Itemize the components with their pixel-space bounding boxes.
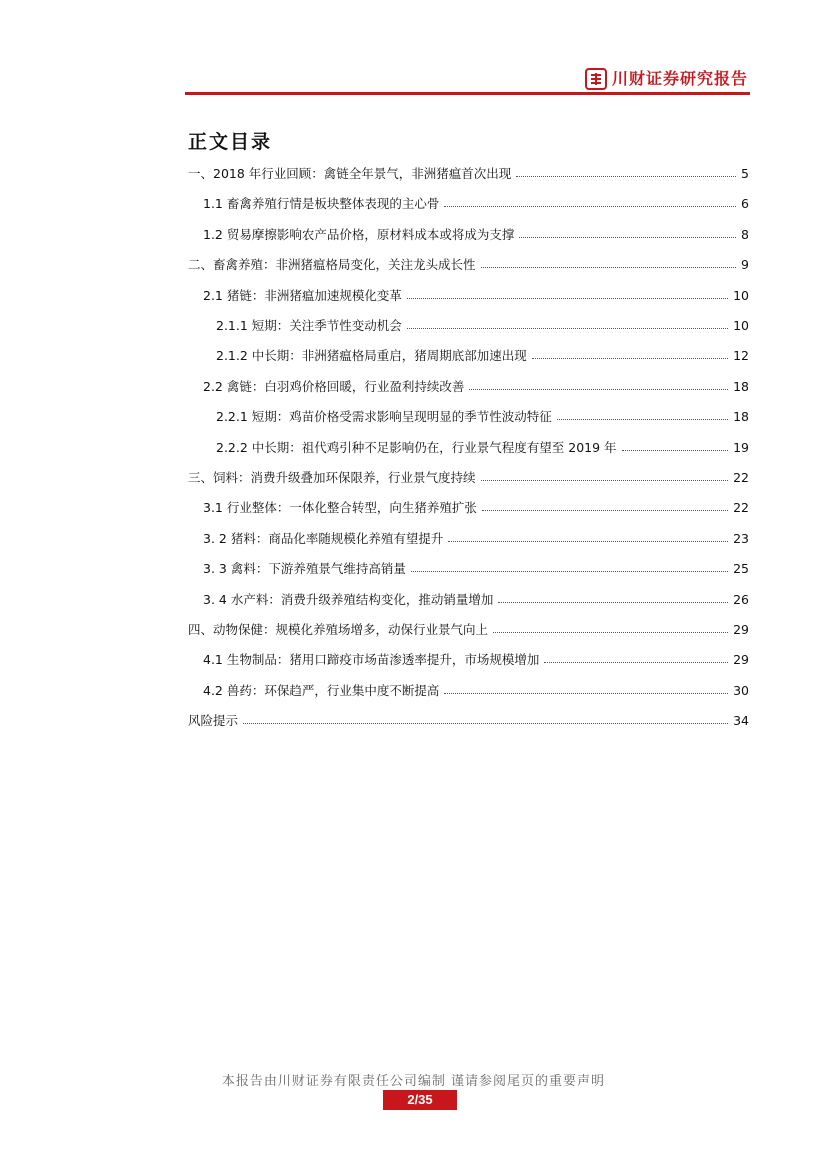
toc-entry-page: 29	[733, 652, 749, 667]
toc-entry[interactable]	[188, 621, 749, 639]
toc-dot-leader	[243, 712, 728, 724]
toc-dot-leader	[622, 439, 729, 451]
page-indicator: 2/35	[383, 1090, 457, 1110]
toc-dot-leader	[407, 317, 728, 329]
toc-entry-page: 18	[733, 409, 749, 424]
toc-dot-leader	[519, 226, 736, 238]
toc-entry[interactable]	[188, 165, 749, 183]
toc-entry-label: 2.1.1 短期：关注季节性变动机会	[216, 318, 402, 333]
toc-dot-leader	[448, 530, 728, 542]
toc-dot-leader	[557, 408, 728, 420]
toc-entry[interactable]	[216, 408, 749, 426]
toc-entry-label: 3.1 行业整体：一体化整合转型，向生猪养殖扩张	[203, 500, 477, 515]
toc-entry-label: 3. 2 猪料：商品化率随规模化养殖有望提升	[203, 531, 444, 546]
toc-entry-label: 4.2 兽药：环保趋严，行业集中度不断提高	[203, 683, 440, 698]
toc-entry-label: 二、畜禽养殖：非洲猪瘟格局变化，关注龙头成长性	[188, 257, 476, 272]
toc-entry[interactable]	[203, 530, 749, 548]
toc-entry-page: 8	[741, 227, 749, 242]
toc-entry-label: 3. 3 禽料：下游养殖景气维持高销量	[203, 561, 406, 576]
toc-entry-page: 25	[733, 561, 749, 576]
toc-dot-leader	[493, 621, 728, 633]
toc-dot-leader	[469, 378, 728, 390]
toc-entry-page: 10	[733, 288, 749, 303]
toc-entry-page: 18	[733, 379, 749, 394]
toc-entry[interactable]	[188, 256, 749, 274]
toc-entry-page: 30	[733, 683, 749, 698]
toc-dot-leader	[516, 165, 736, 177]
toc-entry[interactable]	[216, 317, 749, 335]
toc-dot-leader	[498, 591, 728, 603]
toc-entry-label: 一、2018 年行业回顾：禽链全年景气，非洲猪瘟首次出现	[188, 166, 512, 181]
toc-dot-leader	[481, 256, 737, 268]
toc-entry-label: 2.2 禽链：白羽鸡价格回暖，行业盈利持续改善	[203, 379, 465, 394]
toc-entry-label: 风险提示	[188, 713, 239, 728]
toc-entry-page: 6	[741, 196, 749, 211]
toc-entry-label: 4.1 生物制品：猪用口蹄疫市场苗渗透率提升，市场规模增加	[203, 652, 540, 667]
toc-entry-page: 34	[733, 713, 749, 728]
toc-entry-page: 12	[733, 348, 749, 363]
toc-entry[interactable]	[203, 378, 749, 396]
toc-dot-leader	[444, 682, 728, 694]
toc-entry-label: 2.2.1 短期：鸡苗价格受需求影响呈现明显的季节性波动特征	[216, 409, 552, 424]
toc-entry-label: 1.1 畜禽养殖行情是板块整体表现的主心骨	[203, 196, 440, 211]
toc-entry-page: 5	[741, 166, 749, 181]
toc-entry-page: 26	[733, 592, 749, 607]
toc-entry-label: 三、饲料：消费升级叠加环保限养，行业景气度持续	[188, 470, 476, 485]
toc-entry-label: 2.2.2 中长期：祖代鸡引种不足影响仍在，行业景气程度有望至 2019 年	[216, 440, 617, 455]
toc-entry[interactable]	[203, 226, 749, 244]
toc-entry-page: 22	[733, 500, 749, 515]
report-brand-title: 川财证券研究报告	[612, 69, 749, 88]
toc-dot-leader	[481, 469, 729, 481]
toc-entry[interactable]	[203, 499, 749, 517]
toc-entry[interactable]	[216, 439, 749, 457]
toc-title: 正文目录	[188, 131, 273, 153]
toc-dot-leader	[482, 499, 728, 511]
toc-entry[interactable]	[203, 591, 749, 609]
toc-entry-label: 3. 4 水产料：消费升级养殖结构变化，推动销量增加	[203, 592, 494, 607]
toc-entry[interactable]	[203, 287, 749, 305]
toc-entry[interactable]	[203, 195, 749, 213]
toc-entry-label: 1.2 贸易摩擦影响农产品价格，原材料成本或将成为支撑	[203, 227, 515, 242]
toc-dot-leader	[532, 347, 728, 359]
footer-disclaimer: 本报告由川财证券有限责任公司编制 谨请参阅尾页的重要声明	[221, 1074, 606, 1089]
toc-dot-leader	[544, 651, 728, 663]
toc-dot-leader	[444, 195, 736, 207]
toc-entry-label: 四、动物保健：规模化养殖场增多，动保行业景气向上	[188, 622, 489, 637]
toc-entry[interactable]	[216, 347, 749, 365]
toc-entry-page: 23	[733, 531, 749, 546]
toc-dot-leader	[407, 287, 728, 299]
toc-dot-leader	[411, 560, 728, 572]
toc-entry[interactable]	[188, 712, 749, 730]
toc-entry-label: 2.1.2 中长期：非洲猪瘟格局重启，猪周期底部加速出现	[216, 348, 527, 363]
toc-entry-page: 22	[733, 470, 749, 485]
toc-entry-page: 9	[741, 257, 749, 272]
toc-entry[interactable]	[203, 682, 749, 700]
toc-entry[interactable]	[188, 469, 749, 487]
toc-entry[interactable]	[203, 651, 749, 669]
toc-entry[interactable]	[203, 560, 749, 578]
toc-entry-page: 29	[733, 622, 749, 637]
toc-entry-label: 2.1 猪链：非洲猪瘟加速规模化变革	[203, 288, 402, 303]
toc-entry-page: 19	[733, 440, 749, 455]
toc-entry-page: 10	[733, 318, 749, 333]
